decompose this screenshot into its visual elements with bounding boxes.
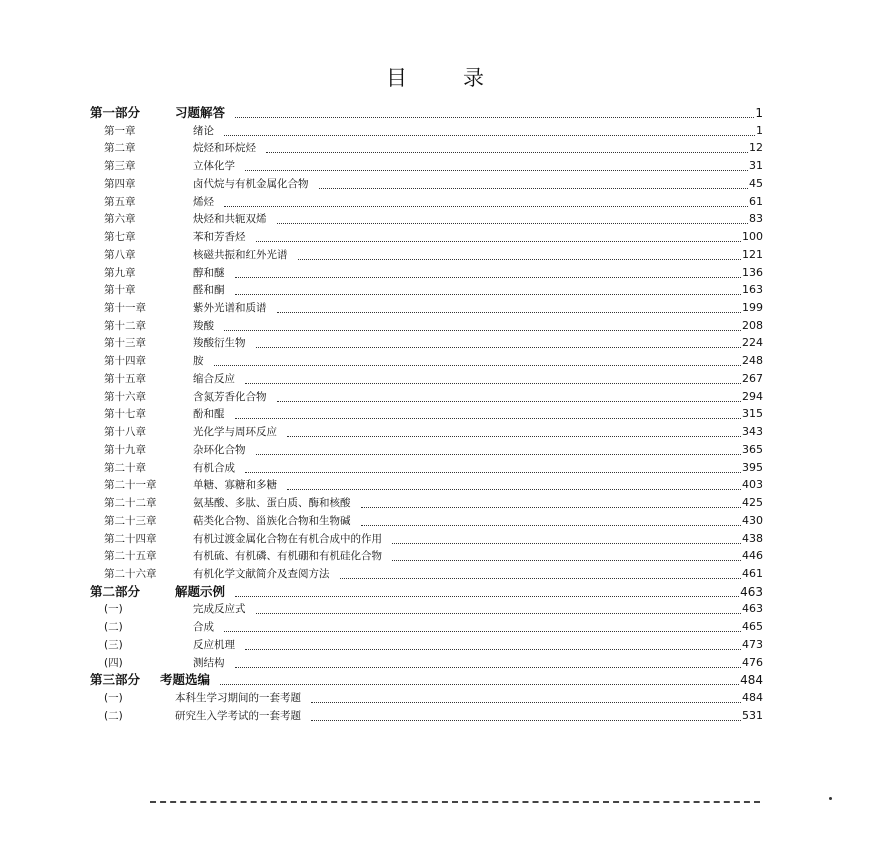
toc-dot-leader [224, 330, 741, 331]
toc-chapter-title: 杂环化合物 [193, 443, 246, 456]
toc-chapter-label: 第二十五章 [104, 550, 157, 563]
toc-dot-leader [340, 578, 742, 579]
toc-part-label: 第二部分 [90, 583, 141, 599]
toc-dot-leader [224, 206, 748, 207]
toc-part-label: 第三部分 [90, 672, 141, 688]
toc-chapter-label: 第十九章 [104, 443, 146, 456]
toc-chapter-row [90, 494, 763, 512]
toc-chapter-page-number: 294 [742, 389, 763, 403]
toc-chapter-row [90, 547, 763, 565]
toc-chapter-label: (四) [104, 656, 123, 669]
toc-part-title: 习题解答 [175, 105, 226, 120]
toc-part-title: 解题示例 [175, 583, 226, 599]
toc-chapter-label: 第二十一章 [104, 479, 157, 492]
toc-part-row [90, 583, 763, 601]
toc-dot-leader [256, 454, 742, 455]
toc-heading-char-1: 目 [386, 66, 407, 90]
toc-chapter-title: 立体化学 [193, 160, 235, 173]
toc-dot-leader [361, 525, 742, 526]
toc-dot-leader [256, 347, 742, 348]
toc-part-page-number: 1 [755, 106, 763, 120]
toc-chapter-page-number: 446 [742, 549, 763, 563]
toc-chapter-label: 第十章 [104, 284, 136, 297]
toc-chapter-title: 单糖、寡糖和多糖 [193, 479, 277, 492]
toc-chapter-page-number: 224 [742, 336, 763, 350]
toc-chapter-title: 氨基酸、多肽、蛋白质、酶和核酸 [193, 497, 351, 510]
toc-chapter-title: 核磁共振和红外光谱 [193, 248, 288, 261]
toc-chapter-row [90, 530, 763, 548]
toc-chapter-label: 第四章 [104, 177, 136, 190]
toc-chapter-page-number: 45 [749, 176, 763, 190]
toc-chapter-page-number: 430 [742, 513, 763, 527]
toc-chapter-label: 第二十章 [104, 461, 146, 474]
toc-chapter-row [90, 281, 763, 299]
toc-chapter-row [90, 565, 763, 583]
toc-chapter-label: 第五章 [104, 195, 136, 208]
toc-chapter-row [90, 636, 763, 654]
toc-chapter-title: 醛和酮 [193, 284, 225, 297]
toc-chapter-row [90, 707, 763, 725]
toc-chapter-row [90, 246, 763, 264]
toc-chapter-row [90, 264, 763, 282]
toc-chapter-label: 第二十二章 [104, 497, 157, 510]
toc-chapter-title: 合成 [193, 621, 214, 634]
toc-dot-leader [245, 383, 741, 384]
toc-chapter-page-number: 12 [749, 141, 763, 155]
toc-chapter-label: (二) [104, 621, 123, 634]
toc-chapter-row [90, 352, 763, 370]
toc-part-label: 第一部分 [90, 105, 141, 120]
toc-dot-leader [235, 667, 742, 668]
toc-dot-leader [277, 223, 749, 224]
toc-heading [0, 62, 870, 92]
toc-chapter-row [90, 139, 763, 157]
toc-chapter-label: 第二十三章 [104, 514, 157, 527]
toc-chapter-page-number: 425 [742, 496, 763, 510]
toc-chapter-page-number: 403 [742, 478, 763, 492]
toc-chapter-row [90, 175, 763, 193]
toc-chapter-label: (一) [104, 692, 123, 705]
toc-dot-leader [256, 613, 742, 614]
toc-dot-leader [311, 720, 741, 721]
toc-chapter-row [90, 388, 763, 406]
toc-chapter-label: 第二十六章 [104, 567, 157, 580]
toc-chapter-page-number: 473 [742, 637, 763, 651]
toc-dot-leader [298, 259, 742, 260]
toc-chapter-row [90, 370, 763, 388]
toc-chapter-page-number: 463 [742, 602, 763, 616]
toc-chapter-title: 炔烃和共轭双烯 [193, 213, 267, 226]
toc-chapter-title: 醇和醚 [193, 266, 225, 279]
toc-chapter-title: 本科生学习期间的一套考题 [175, 692, 301, 705]
toc-dot-leader [245, 472, 741, 473]
toc-chapter-title: 含氮芳香化合物 [193, 390, 267, 403]
toc-chapter-label: 第十一章 [104, 302, 146, 315]
toc-chapter-page-number: 136 [742, 265, 763, 279]
toc-chapter-row [90, 193, 763, 211]
toc-chapter-label: 第十二章 [104, 319, 146, 332]
toc-chapter-title: 卤代烷与有机金属化合物 [193, 177, 309, 190]
toc-dot-leader [224, 631, 741, 632]
toc-chapter-row [90, 600, 763, 618]
toc-chapter-page-number: 343 [742, 425, 763, 439]
toc-chapter-row [90, 122, 763, 140]
toc-chapter-label: (二) [104, 709, 123, 722]
toc-chapter-row [90, 210, 763, 228]
toc-dot-leader [256, 241, 742, 242]
toc-chapter-label: 第十四章 [104, 355, 146, 368]
toc-chapter-page-number: 199 [742, 301, 763, 315]
toc-chapter-label: 第二章 [104, 142, 136, 155]
toc-chapter-label: (三) [104, 638, 123, 651]
toc-chapter-title: 羧酸衍生物 [193, 337, 246, 350]
toc-dot-leader [235, 418, 742, 419]
toc-chapter-row [90, 334, 763, 352]
toc-dot-leader [245, 649, 741, 650]
toc-chapter-page-number: 83 [749, 212, 763, 226]
toc-dot-leader [361, 507, 742, 508]
toc-chapter-row [90, 299, 763, 317]
toc-dot-leader [235, 294, 742, 295]
toc-chapter-label: 第九章 [104, 266, 136, 279]
toc-chapter-title: 有机化学文献简介及查阅方法 [193, 567, 330, 580]
toc-chapter-title: 完成反应式 [193, 603, 246, 616]
toc-chapter-label: 第十八章 [104, 426, 146, 439]
toc-chapter-row [90, 476, 763, 494]
toc-dot-leader [287, 489, 741, 490]
toc-part-row [90, 104, 763, 122]
toc-dot-leader [235, 277, 742, 278]
toc-chapter-label: (一) [104, 603, 123, 616]
toc-part-title: 考题选编 [160, 672, 211, 688]
toc-chapter-label: 第二十四章 [104, 532, 157, 545]
toc-chapter-page-number: 315 [742, 407, 763, 421]
toc-dot-leader [392, 543, 741, 544]
toc-dot-leader [319, 188, 749, 189]
toc-chapter-label: 第六章 [104, 213, 136, 226]
toc-dot-leader [214, 365, 742, 366]
toc-dot-leader [224, 135, 755, 136]
toc-chapter-row [90, 405, 763, 423]
toc-chapter-page-number: 267 [742, 371, 763, 385]
toc-part-row [90, 671, 763, 689]
toc-chapter-page-number: 365 [742, 442, 763, 456]
toc-chapter-label: 第三章 [104, 160, 136, 173]
toc-chapter-title: 胺 [193, 355, 204, 368]
toc-chapter-page-number: 31 [749, 159, 763, 173]
toc-chapter-page-number: 484 [742, 691, 763, 705]
toc-chapter-title: 酚和醌 [193, 408, 225, 421]
toc-chapter-row [90, 618, 763, 636]
toc-chapter-title: 羧酸 [193, 319, 214, 332]
toc-chapter-title: 烷烃和环烷烃 [193, 142, 256, 155]
toc-chapter-page-number: 1 [756, 123, 763, 137]
toc-chapter-page-number: 395 [742, 460, 763, 474]
toc-dot-leader [287, 436, 741, 437]
toc-dot-leader [220, 684, 739, 685]
toc-chapter-page-number: 208 [742, 318, 763, 332]
toc-chapter-label: 第十六章 [104, 390, 146, 403]
toc-chapter-page-number: 465 [742, 620, 763, 634]
toc-chapter-row [90, 654, 763, 672]
toc-chapter-label: 第一章 [104, 124, 136, 137]
toc-chapter-page-number: 461 [742, 566, 763, 580]
toc-chapter-title: 缩合反应 [193, 372, 235, 385]
toc-chapter-title: 绪论 [193, 124, 214, 137]
toc-chapter-page-number: 100 [742, 230, 763, 244]
toc-chapter-page-number: 121 [742, 247, 763, 261]
toc-chapter-page-number: 163 [742, 283, 763, 297]
toc-chapter-label: 第七章 [104, 231, 136, 244]
toc-chapter-title: 光化学与周环反应 [193, 426, 277, 439]
toc-chapter-page-number: 531 [742, 708, 763, 722]
toc-chapter-label: 第十五章 [104, 372, 146, 385]
toc-chapter-row [90, 228, 763, 246]
page-bottom-rule [150, 801, 760, 803]
toc-chapter-title: 测结构 [193, 656, 225, 669]
toc-dot-leader [235, 596, 739, 597]
toc-dot-leader [235, 117, 754, 118]
toc-dot-leader [392, 560, 741, 561]
toc-chapter-title: 烯烃 [193, 195, 214, 208]
toc-dot-leader [245, 170, 748, 171]
toc-part-page-number: 463 [740, 584, 763, 599]
toc-chapter-row [90, 157, 763, 175]
toc-chapter-row [90, 317, 763, 335]
toc-chapter-row [90, 689, 763, 707]
toc-chapter-title: 萜类化合物、甾族化合物和生物碱 [193, 514, 351, 527]
toc-chapter-title: 有机硫、有机磷、有机硼和有机硅化合物 [193, 550, 382, 563]
page-speck [829, 797, 832, 800]
toc-dot-leader [277, 312, 742, 313]
toc-dot-leader [277, 401, 742, 402]
toc-heading-char-2: 录 [463, 66, 484, 90]
toc-chapter-page-number: 476 [742, 655, 763, 669]
toc-dot-leader [266, 152, 748, 153]
toc-chapter-row [90, 459, 763, 477]
toc-chapter-title: 苯和芳香烃 [193, 231, 246, 244]
toc-chapter-title: 有机过渡金属化合物在有机合成中的作用 [193, 532, 382, 545]
toc-chapter-label: 第十七章 [104, 408, 146, 421]
toc-part-page-number: 484 [740, 673, 763, 688]
toc-chapter-label: 第八章 [104, 248, 136, 261]
toc-chapter-page-number: 248 [742, 354, 763, 368]
toc-chapter-row [90, 441, 763, 459]
toc-chapter-page-number: 438 [742, 531, 763, 545]
toc-chapter-title: 研究生入学考试的一套考题 [175, 709, 301, 722]
toc-chapter-title: 有机合成 [193, 461, 235, 474]
toc-chapter-page-number: 61 [749, 194, 763, 208]
toc-chapter-row [90, 512, 763, 530]
toc-dot-leader [311, 702, 741, 703]
toc-chapter-title: 反应机理 [193, 638, 235, 651]
toc-chapter-row [90, 423, 763, 441]
toc-chapter-title: 紫外光谱和质谱 [193, 302, 267, 315]
toc-chapter-label: 第十三章 [104, 337, 146, 350]
